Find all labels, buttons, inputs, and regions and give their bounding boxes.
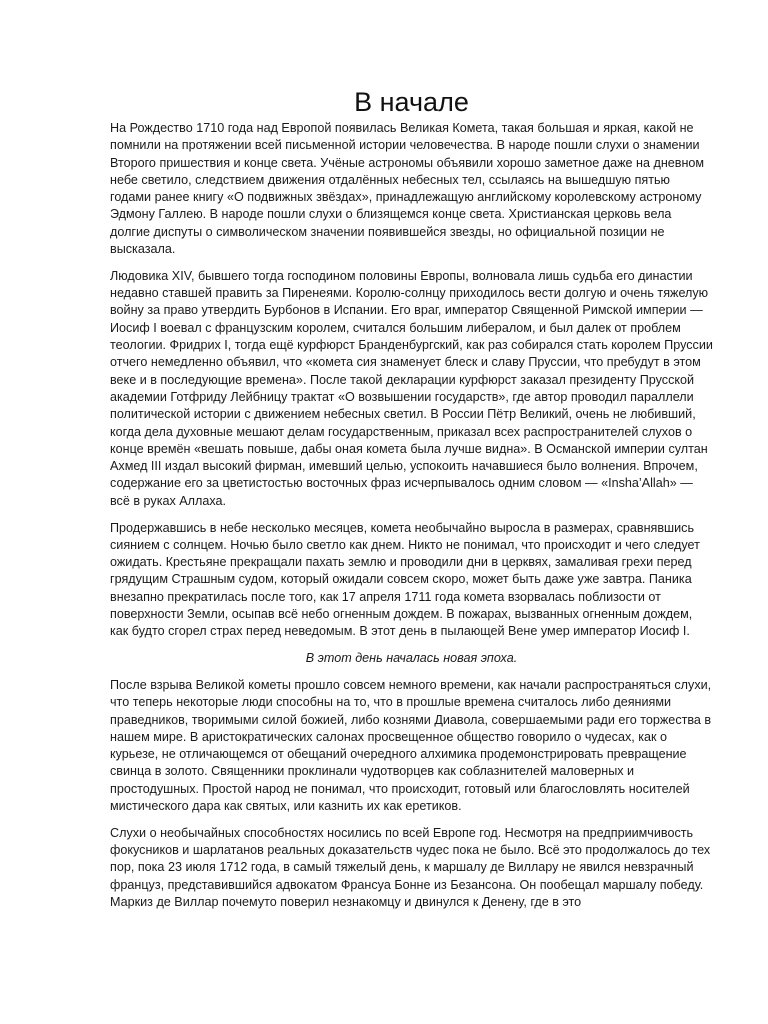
document-page [110, 84, 713, 921]
paragraph-new-epoch: В этот день началась новая эпоха. [305, 651, 518, 666]
paragraph-rumors-of-miracles: После взрыва Великой кометы прошло совсем немного времени, как начали распространяться слухи, что теперь некоторые люди способны на то, что в прошлые времена считалось либо деяниями праведников, творимыми силой божией, либо кознями Диавола, совершаемыми ради его торжества в нашем мире. В аристократических салонах просвещенное общество говорило о чудесах, как о курьезе, не отличающемся от обещаний очередного алхимика продемонстрировать превращение свинца в золото. Священники проклинали чудотворцев как соблазнителей маловерных и простодушных. Простой народ не понимал, что происходит, готовый или благословлять носителей мистического дара как святых, или казнить их как еретиков. [110, 677, 712, 813]
paragraph-comet-explosion: Продержавшись в небе несколько месяцев, комета необычайно выросла в размерах, сравнявшись сиянием с солнцем. Ночью было светло как днем. Никто не понимал, что происходит и чего следует ожидать. Крестьяне прекращали пахать землю и проводили дни в церквях, замаливая грехи перед грядущим Страшным судом, который ожидали совсем скоро, может быть даже уже завтра. Паника внезапно прекратилась после того, как 17 апреля 1711 года комета взорвалась поблизости от поверхности Земли, осыпав всё небо огненным дождем. В пожарах, вызванных огненным дождем, как будто сгорел страх перед неведомым. В этот день в пылающей Вене умер император Иосиф I. [110, 520, 700, 639]
paragraph-marshal-villars: Слухи о необычайных способностях носились по всей Европе год. Несмотря на предприимчивость фокусников и шарлатанов реальных доказательств чудес пока не было. Всё это продолжалось до тех пор, пока 23 июля 1712 года, в самый тяжелый день, к маршалу де Виллару не явился невзрачный француз, представившийся адвокатом Франсуа Бонне из Безансона. Он пообещал маршалу победу. Маркиз де Виллар почемуто поверил незнакомцу и двинулся к Денену, где в это [110, 825, 711, 909]
paragraph-european-rulers: Людовика XIV, бывшего тогда господином половины Европы, волновала лишь судьба его династии недавно ставшей править за Пиренеями. Королю-солнцу приходилось вести долгую и очень тяжелую войну за право утвердить Бурбонов в Испании. Его враг, император Священной Римской империи — Иосиф I воевал с французским королем, считался большим либералом, и был далек от проблем теологии. Фридрих I, тогда ещё курфюрст Бранденбургский, как раз собирался стать королем Пруссии отчего немедленно объявил, что «комета сия знаменует блеск и славу Пруссии, что пребудут в этом веке и в последующие времена». После такой декларации курфюрст заказал президенту Прусской академии Готфриду Лейбницу трактат «О возвышении государств», где автор проводил параллели политической истории с движением небесных светил. В России Пётр Великий, очень не любивший, когда дела духовные мешают делам государственным, приказал всех распространителей слухов о конце времён «вешать повыше, дабы оная комета была лучше видна». В Османской империи султан Ахмед III издал высокий фирман, имевший целью, успокоить начавшиеся было волнения. Впрочем, содержание его за цветистостью восточных фраз исчерпывалось одним словом — «Insha’Allah» — всё в руках Аллаха. [110, 268, 713, 508]
page-title: В начале [354, 87, 469, 117]
paragraph-comet-appearance: На Рождество 1710 года над Европой появилась Великая Комета, такая большая и яркая, какой не помнили на протяжении всей письменной истории человечества. В народе пошли слухи о знамении Второго пришествия и конце света. Учёные астрономы объявили хорошо заметное даже на дневном небе светило, следствием движения отдалённых небесных тел, ссылаясь на вышедшую пятью годами ранее книгу «О подвижных звёздах», принадлежащую английскому королевскому астроному Эдмону Галлею. В народе пошли слухи о близящемся конце света. Христианская церковь вела долгие диспуты о символическом значении появившейся звезды, но официальной позиции не высказала. [110, 121, 705, 257]
